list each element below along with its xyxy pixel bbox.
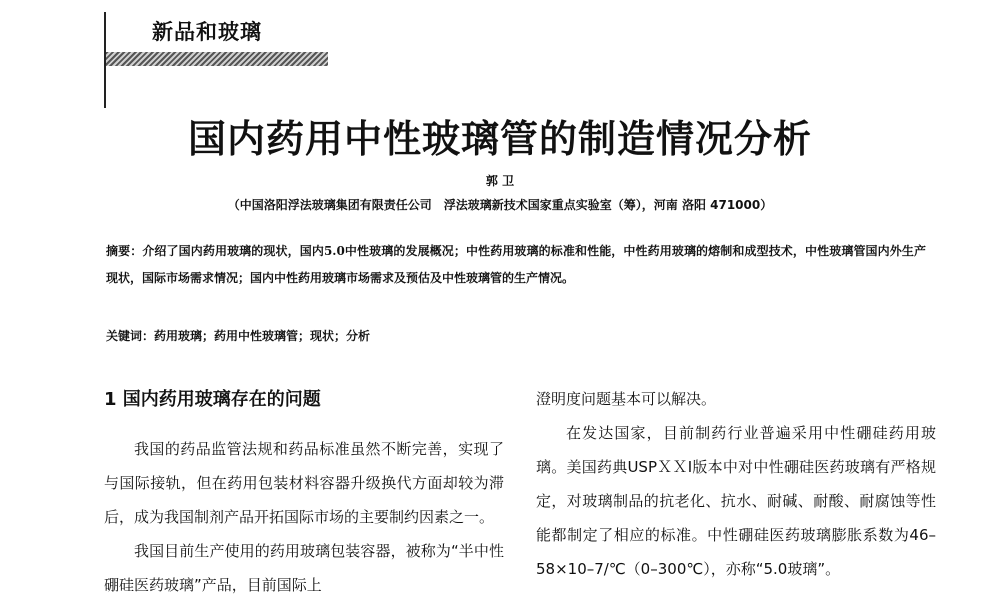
body-paragraph: 在发达国家，目前制药行业普遍采用中性硼硅药用玻璃。美国药典USPＸＸⅠ版本中对中性硼硅医药玻璃有严格规定，对玻璃制品的抗老化、抗水、耐碱、耐酸、耐腐蚀等性能都制定了相应的标准。中性硼硅医药玻璃膨胀系数为46–58×10–7/℃（0–300℃），亦称“5.0玻璃”。 [536, 424, 936, 578]
section-tag: 新品和玻璃 [152, 20, 262, 44]
body-paragraph: 我国的药品监管法规和药品标准虽然不断完善，实现了与国际接轨，但在药用包装材料容器升级换代方面却较为滞后，成为我国制剂产品开拓国际市场的主要制约因素之一。 [104, 440, 504, 526]
right-column [536, 382, 936, 586]
abstract: 摘要：介绍了国内药用玻璃的现状，国内5.0中性玻璃的发展概况；中性药用玻璃的标准和性能，中性药用玻璃的熔制和成型技术，中性玻璃管国内外生产现状，国际市场需求情况；国内中性药用玻璃市场需求及预估及中性玻璃管的生产情况。 [106, 244, 926, 285]
section-tag-bar [106, 52, 328, 66]
author: 郭 卫 [485, 174, 515, 188]
keywords: 关键词：药用玻璃；药用中性玻璃管；现状；分析 [106, 329, 371, 343]
body-paragraph: 澄明度问题基本可以解决。 [536, 390, 717, 408]
left-column [104, 382, 504, 602]
article-title: 国内药用中性玻璃管的制造情况分析 [187, 117, 812, 161]
section-heading: 1 国内药用玻璃存在的问题 [104, 389, 321, 410]
affiliation: （中国洛阳浮法玻璃集团有限责任公司 浮法玻璃新技术国家重点实验室（筹），河南 洛阳 471000） [227, 198, 773, 212]
body-paragraph: 我国目前生产使用的药用玻璃包装容器，被称为“半中性硼硅医药玻璃”产品，目前国际上 [104, 542, 504, 594]
